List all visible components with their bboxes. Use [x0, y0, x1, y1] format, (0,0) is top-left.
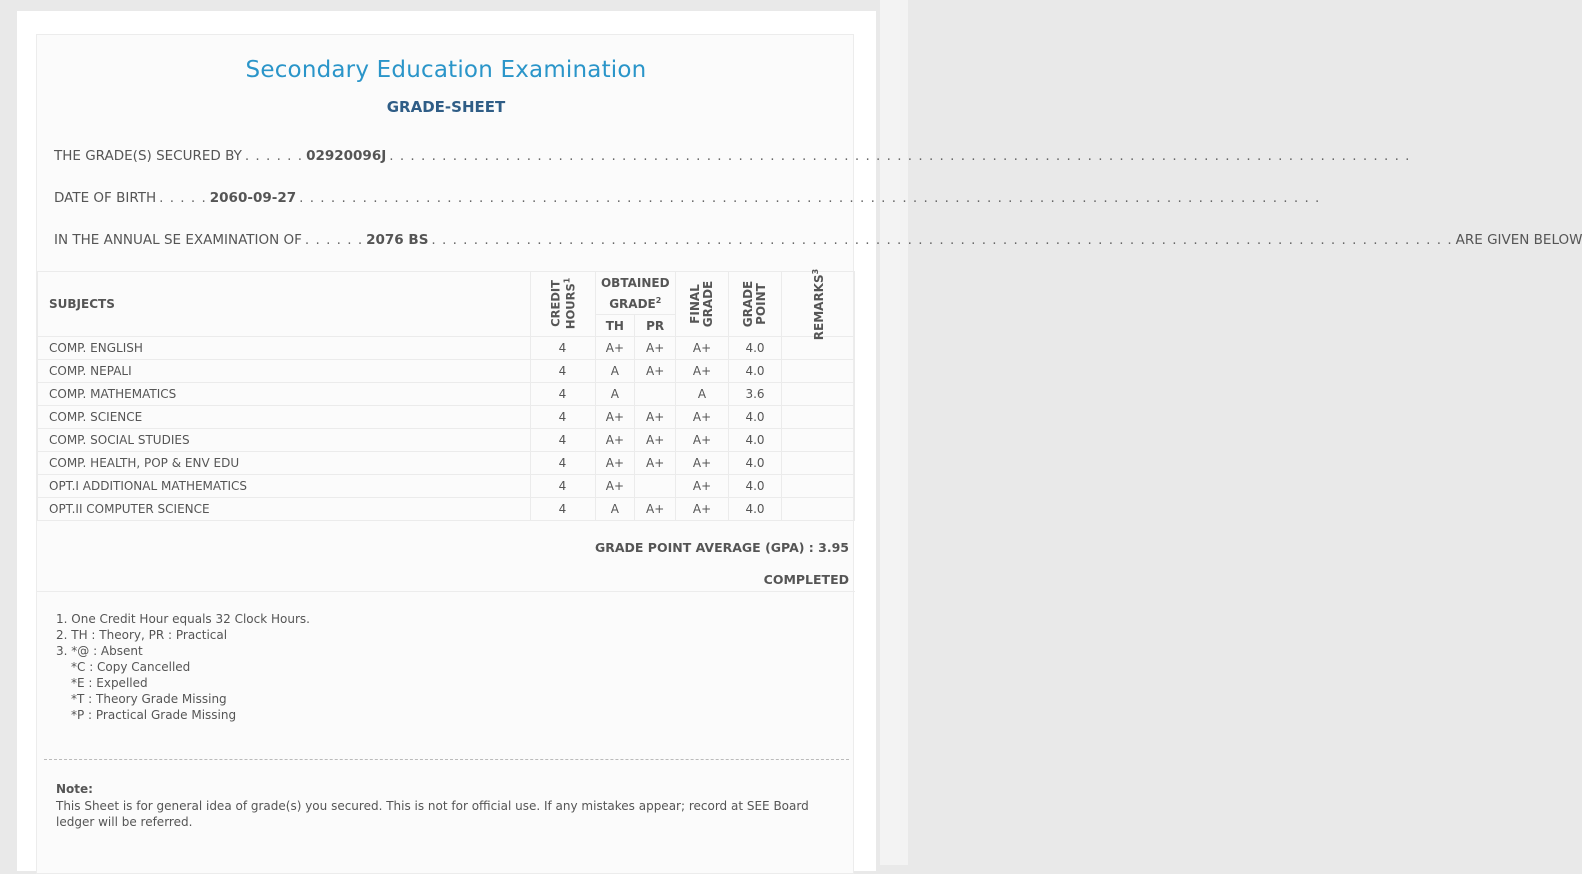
exam-title: Secondary Education Examination — [245, 57, 647, 83]
remarks-text: REMARKS — [812, 273, 827, 340]
dots-filler: . . . . . . . . . . . . . . . . . . . . . . . . . . . . . . . . . . . . . . . . . . . . . . . . . . . . . . . . . . . . . . . . . . . . . . . . . . . . . . . . . . . . . . . . . . . . . . . . . — [389, 148, 1411, 164]
credit-hours: 4 — [530, 452, 595, 475]
header-remarks — [782, 268, 855, 340]
legend-item: *E : Expelled — [71, 676, 148, 690]
practical-grade: A+ — [635, 429, 676, 452]
header-subjects: SUBJECTS — [38, 272, 531, 337]
final-grade: A+ — [676, 337, 729, 360]
legend-item: *C : Copy Cancelled — [71, 660, 191, 674]
table-row — [38, 498, 855, 521]
grade-point: 3.6 — [729, 383, 782, 406]
dots-leader: . . . . . . — [304, 232, 364, 248]
gpa-summary: GRADE POINT AVERAGE (GPA) : 3.95 — [594, 540, 849, 555]
final-grade: A+ — [676, 406, 729, 429]
theory-grade: A — [595, 383, 635, 406]
practical-grade: A+ — [635, 498, 676, 521]
grades-table — [37, 268, 855, 521]
symbol-number: 02920096J — [306, 148, 387, 164]
obtained-grade-text: OBTAINED GRADE — [600, 275, 670, 311]
obtained-sup: 2 — [655, 295, 662, 305]
legend — [56, 611, 310, 723]
note-heading: Note: — [56, 782, 93, 796]
subject-name: OPT.I ADDITIONAL MATHEMATICS — [38, 475, 531, 498]
status-text: COMPLETED — [763, 572, 849, 587]
exam-tail: ARE GIVEN BELOW — [1455, 232, 1582, 248]
practical-grade: A+ — [635, 360, 676, 383]
theory-grade: A+ — [595, 406, 635, 429]
header-obtained-grade — [595, 272, 676, 315]
grade-point-text: GRADE POINT — [741, 280, 768, 328]
practical-grade: A+ — [635, 452, 676, 475]
credit-hours: 4 — [530, 429, 595, 452]
credit-hours: 4 — [530, 475, 595, 498]
secured-by-line — [54, 148, 1411, 168]
remarks — [782, 383, 855, 406]
secured-by-label: THE GRADE(S) SECURED BY — [54, 148, 242, 164]
subject-name: COMP. ENGLISH — [38, 337, 531, 360]
grade-point: 4.0 — [729, 452, 782, 475]
credit-hours: 4 — [530, 360, 595, 383]
theory-grade: A — [595, 360, 635, 383]
remarks — [782, 475, 855, 498]
remarks — [782, 452, 855, 475]
dob-value: 2060-09-27 — [209, 190, 297, 206]
final-grade: A+ — [676, 452, 729, 475]
divider — [37, 591, 855, 592]
practical-grade: A+ — [635, 337, 676, 360]
dashed-divider — [44, 759, 849, 760]
legend-item: *P : Practical Grade Missing — [71, 708, 237, 722]
legend-item: 3. *@ : Absent — [56, 644, 143, 658]
legend-item: 1. One Credit Hour equals 32 Clock Hours. — [56, 612, 310, 626]
dots-filler: . . . . . . . . . . . . . . . . . . . . . . . . . . . . . . . . . . . . . . . . . . . . . . . . . . . . . . . . . . . . . . . . . . . . . . . . . . . . . . . . . . . . . . . . . . . . . . . . . — [431, 232, 1453, 248]
note-text: This Sheet is for general idea of grade(s) you secured. This is not for official use. If any mistakes appear; record at SEE Board ledger will be referred. — [56, 799, 809, 829]
table-row — [38, 475, 855, 498]
final-grade: A+ — [676, 429, 729, 452]
remarks-sup: 3 — [811, 268, 821, 274]
grade-point: 4.0 — [729, 475, 782, 498]
header-th: TH — [595, 315, 635, 337]
grade-point: 4.0 — [729, 498, 782, 521]
practical-grade: A+ — [635, 406, 676, 429]
table-row — [38, 383, 855, 406]
subject-name: COMP. SCIENCE — [38, 406, 531, 429]
subject-name: COMP. MATHEMATICS — [38, 383, 531, 406]
theory-grade: A+ — [595, 429, 635, 452]
table-row — [38, 360, 855, 383]
header-final-grade — [676, 272, 729, 337]
grade-sheet — [36, 34, 1582, 874]
remarks — [782, 406, 855, 429]
grade-point: 4.0 — [729, 360, 782, 383]
practical-grade — [635, 475, 676, 498]
theory-grade: A — [595, 498, 635, 521]
credit-hours: 4 — [530, 383, 595, 406]
practical-grade — [635, 383, 676, 406]
dob-line — [54, 190, 1321, 210]
sheet-subtitle: GRADE-SHEET — [386, 98, 506, 116]
header-pr: PR — [635, 315, 676, 337]
credit-hours-text: CREDIT HOURS — [548, 280, 577, 330]
theory-grade: A+ — [595, 452, 635, 475]
table-row — [38, 452, 855, 475]
credit-hours: 4 — [530, 498, 595, 521]
scrollbar-track[interactable] — [880, 0, 908, 865]
final-grade: A+ — [676, 360, 729, 383]
dob-label: DATE OF BIRTH — [54, 190, 157, 206]
grade-point: 4.0 — [729, 406, 782, 429]
credit-hours: 4 — [530, 337, 595, 360]
subject-name: COMP. SOCIAL STUDIES — [38, 429, 531, 452]
header-credit-hours — [530, 272, 595, 337]
remarks — [782, 498, 855, 521]
subject-name: COMP. NEPALI — [38, 360, 531, 383]
credit-hours: 4 — [530, 406, 595, 429]
table-row — [38, 429, 855, 452]
header-grade-point — [729, 272, 782, 337]
legend-item: *T : Theory Grade Missing — [71, 692, 227, 706]
theory-grade: A+ — [595, 475, 635, 498]
exam-year: 2076 BS — [366, 232, 429, 248]
subject-name: OPT.II COMPUTER SCIENCE — [38, 498, 531, 521]
final-grade-text: FINAL GRADE — [688, 280, 715, 328]
table-row — [38, 337, 855, 360]
theory-grade: A+ — [595, 337, 635, 360]
dots-leader: . . . . . . — [244, 148, 304, 164]
dots-leader: . . . . . — [159, 190, 207, 206]
exam-line — [54, 232, 1582, 252]
dots-filler: . . . . . . . . . . . . . . . . . . . . . . . . . . . . . . . . . . . . . . . . . . . . . . . . . . . . . . . . . . . . . . . . . . . . . . . . . . . . . . . . . . . . . . . . . . . . . . . . . — [299, 190, 1321, 206]
grade-point: 4.0 — [729, 337, 782, 360]
final-grade: A+ — [676, 498, 729, 521]
remarks — [782, 360, 855, 383]
final-grade: A+ — [676, 475, 729, 498]
table-row — [38, 406, 855, 429]
legend-item: 2. TH : Theory, PR : Practical — [56, 628, 228, 642]
exam-label: IN THE ANNUAL SE EXAMINATION OF — [54, 232, 302, 248]
credit-sup: 1 — [562, 277, 572, 284]
final-grade: A — [676, 383, 729, 406]
subject-name: COMP. HEALTH, POP & ENV EDU — [38, 452, 531, 475]
remarks — [782, 429, 855, 452]
grade-point: 4.0 — [729, 429, 782, 452]
